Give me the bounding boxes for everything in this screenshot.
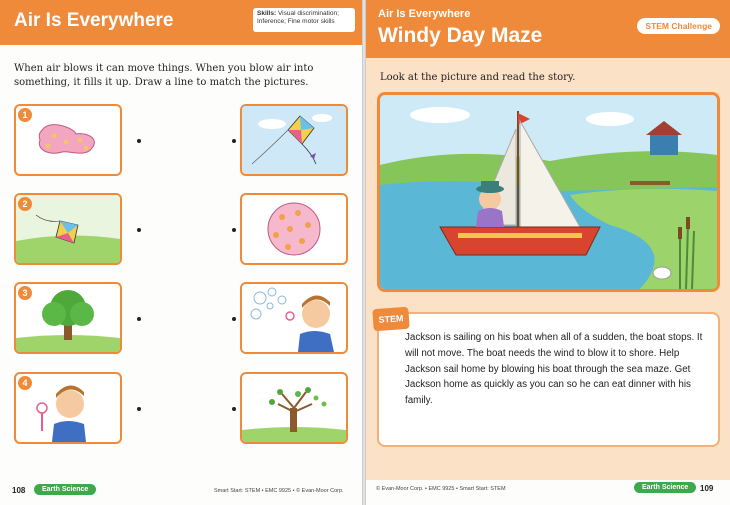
match-dot[interactable] — [232, 407, 236, 411]
right-page — [366, 0, 730, 505]
match-dot[interactable] — [232, 228, 236, 232]
page-number: 109 — [700, 484, 714, 493]
item-number: 1 — [18, 108, 32, 122]
sailing-boat-illustration — [380, 95, 717, 289]
match-dot[interactable] — [137, 228, 141, 232]
subject-badge: Earth Science — [634, 482, 696, 493]
subject-badge: Earth Science — [34, 484, 96, 495]
intro-text: When air blows it can move things. When you blow air into something, it fills it up. Draw a line to match the pictures. — [14, 63, 314, 88]
item-number: 3 — [18, 286, 32, 300]
item-number: 4 — [18, 376, 32, 390]
windy-tree-icon — [242, 374, 346, 442]
match-dot[interactable] — [137, 407, 141, 411]
item-number: 2 — [18, 197, 32, 211]
right-header — [366, 0, 730, 58]
left-page — [0, 0, 362, 505]
skills-label: Skills: — [257, 10, 277, 17]
page-title: Air Is Everywhere — [14, 10, 174, 31]
skills-box — [253, 8, 355, 32]
boy-blowing-bubbles-icon — [242, 284, 346, 352]
picture-card-4-right — [240, 372, 348, 444]
inflated-ball-icon — [242, 195, 346, 263]
footer-text: © Evan-Moor Corp. • EMC 9925 • Smart Start: STEM — [376, 486, 506, 492]
left-header — [0, 0, 362, 45]
picture-card-3-right — [240, 282, 348, 354]
picture-card-1-left — [14, 104, 122, 176]
match-dot[interactable] — [137, 139, 141, 143]
stem-tag: STEM — [372, 307, 409, 331]
flying-kite-icon — [242, 106, 346, 174]
picture-card-3-left — [14, 282, 122, 354]
footer-text: Smart Start: STEM • EMC 9925 • © Evan-Moor Corp. — [214, 488, 344, 494]
story-box — [377, 312, 720, 447]
picture-card-2-right — [240, 193, 348, 265]
instruction-text: Look at the picture and read the story. — [380, 72, 576, 83]
stem-challenge-badge: STEM Challenge — [637, 18, 720, 34]
sailboat-scene — [377, 92, 720, 292]
kicker-title: Air Is Everywhere — [378, 8, 471, 20]
match-dot[interactable] — [232, 139, 236, 143]
skills-text: Visual discrimination; Inference; Fine motor skills — [257, 10, 339, 25]
picture-card-1-right — [240, 104, 348, 176]
page-number: 108 — [12, 486, 26, 495]
picture-card-2-left — [14, 193, 122, 265]
picture-card-4-left — [14, 372, 122, 444]
match-dot[interactable] — [137, 317, 141, 321]
match-dot[interactable] — [232, 317, 236, 321]
page-title: Windy Day Maze — [378, 24, 543, 47]
story-text: Jackson is sailing on his boat when all of a sudden, the boat stops. It will not move. The boat needs the wind to blow it to shore. Help Jackson sail home by blowing his boat through the sea maze. Get Jackson home as quickly as you can so he can eat dinner with his family. — [405, 332, 703, 407]
